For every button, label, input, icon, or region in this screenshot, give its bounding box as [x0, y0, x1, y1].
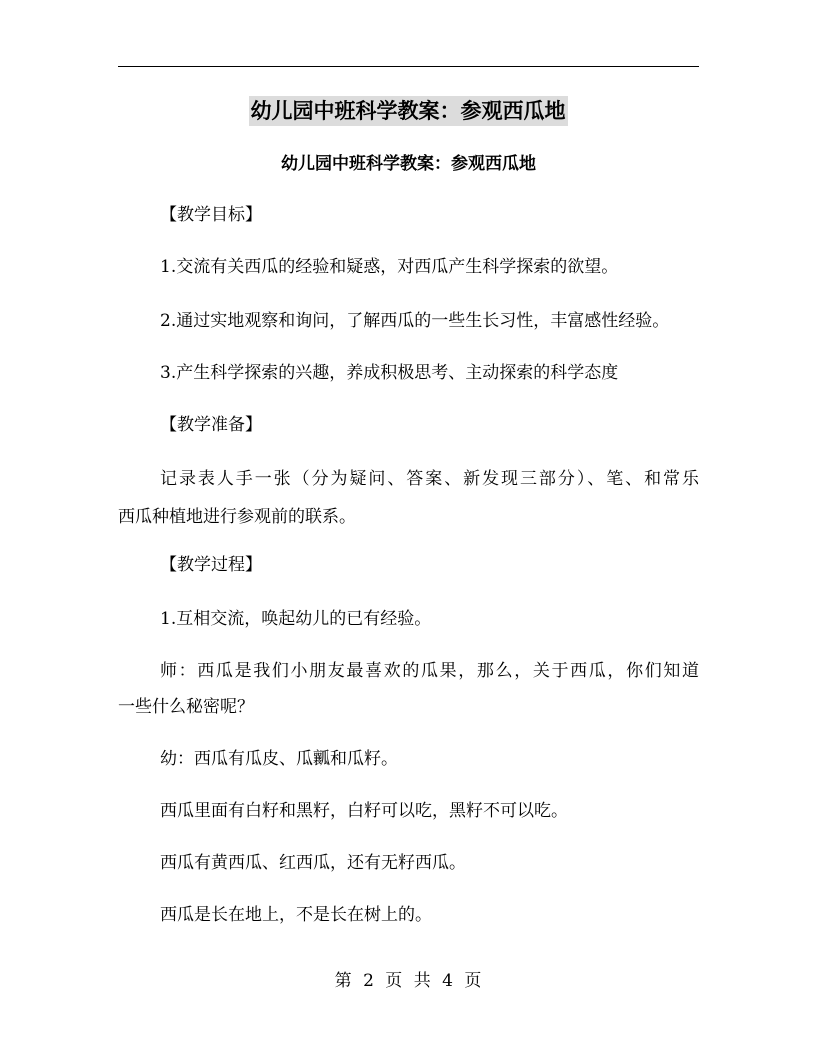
objective-2: 2.通过实地观察和询问，了解西瓜的一些生长习性，丰富感性经验。: [160, 311, 670, 331]
child-answer-4: 西瓜是长在地上，不是长在树上的。: [160, 905, 432, 925]
teacher-question-line-2: 一些什么秘密呢？: [118, 697, 254, 717]
header-rule: [118, 66, 699, 67]
section-heading-objectives: 【教学目标】: [160, 205, 262, 225]
section-heading-preparation: 【教学准备】: [160, 415, 262, 435]
preparation-line-1: 记录表人手一张（分为疑问、答案、新发现三部分）、笔、和常乐: [160, 469, 699, 489]
process-step-1: 1.互相交流，唤起幼儿的已有经验。: [160, 609, 432, 629]
page-number-footer: 第 2 页 共 4 页: [334, 971, 482, 991]
objective-1: 1.交流有关西瓜的经验和疑惑，对西瓜产生科学探索的欲望。: [160, 257, 619, 277]
document-title-container: [0, 96, 816, 126]
objective-3: 3.产生科学探索的兴趣，养成积极思考、主动探索的科学态度: [160, 363, 619, 383]
preparation-line-2: 西瓜种植地进行参观前的联系。: [118, 507, 356, 527]
teacher-question-line-1: 师：西瓜是我们小朋友最喜欢的瓜果，那么，关于西瓜，你们知道: [160, 661, 699, 681]
document-title: 幼儿园中班科学教案：参观西瓜地: [249, 96, 568, 126]
document-subtitle: 幼儿园中班科学教案：参观西瓜地: [281, 154, 536, 174]
child-answer-1: 幼：西瓜有瓜皮、瓜瓤和瓜籽。: [160, 749, 398, 769]
child-answer-2: 西瓜里面有白籽和黑籽，白籽可以吃，黑籽不可以吃。: [160, 801, 568, 821]
section-heading-process: 【教学过程】: [160, 555, 262, 575]
child-answer-3: 西瓜有黄西瓜、红西瓜，还有无籽西瓜。: [160, 853, 466, 873]
